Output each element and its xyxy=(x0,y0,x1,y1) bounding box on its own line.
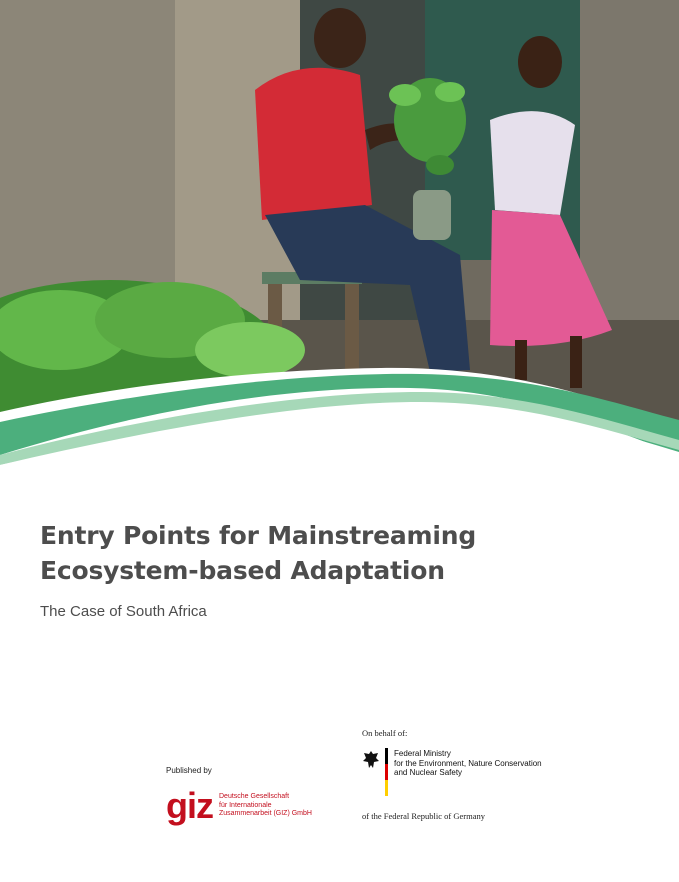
giz-full-name xyxy=(219,793,312,819)
german-flag-stripe-icon xyxy=(385,748,388,796)
report-title-line-1: Entry Points for Mainstreaming xyxy=(40,521,477,550)
federal-eagle-icon xyxy=(362,750,380,770)
report-title-line-2: Ecosystem-based Adaptation xyxy=(40,556,445,585)
ministry-logo xyxy=(362,748,542,796)
ministry-name-line-3: and Nuclear Safety xyxy=(394,768,463,777)
report-subtitle: The Case of South Africa xyxy=(40,603,207,620)
giz-logo xyxy=(166,785,312,826)
ministry-name-line-2: for the Environment, Nature Conservation xyxy=(394,758,542,768)
report-title xyxy=(40,518,476,588)
published-by-label: Published by xyxy=(166,766,212,775)
ministry-name-line-1: Federal Ministry xyxy=(394,749,451,758)
federal-republic-label: of the Federal Republic of Germany xyxy=(362,811,485,821)
ministry-name xyxy=(394,749,542,796)
giz-name-line-3: Zusammenarbeit (GIZ) GmbH xyxy=(219,810,312,817)
giz-wordmark: giz xyxy=(166,785,213,826)
on-behalf-of-label: On behalf of: xyxy=(362,728,408,738)
giz-name-line-2: für Internationale xyxy=(219,801,272,809)
giz-name-line-1: Deutsche Gesellschaft xyxy=(219,793,290,800)
